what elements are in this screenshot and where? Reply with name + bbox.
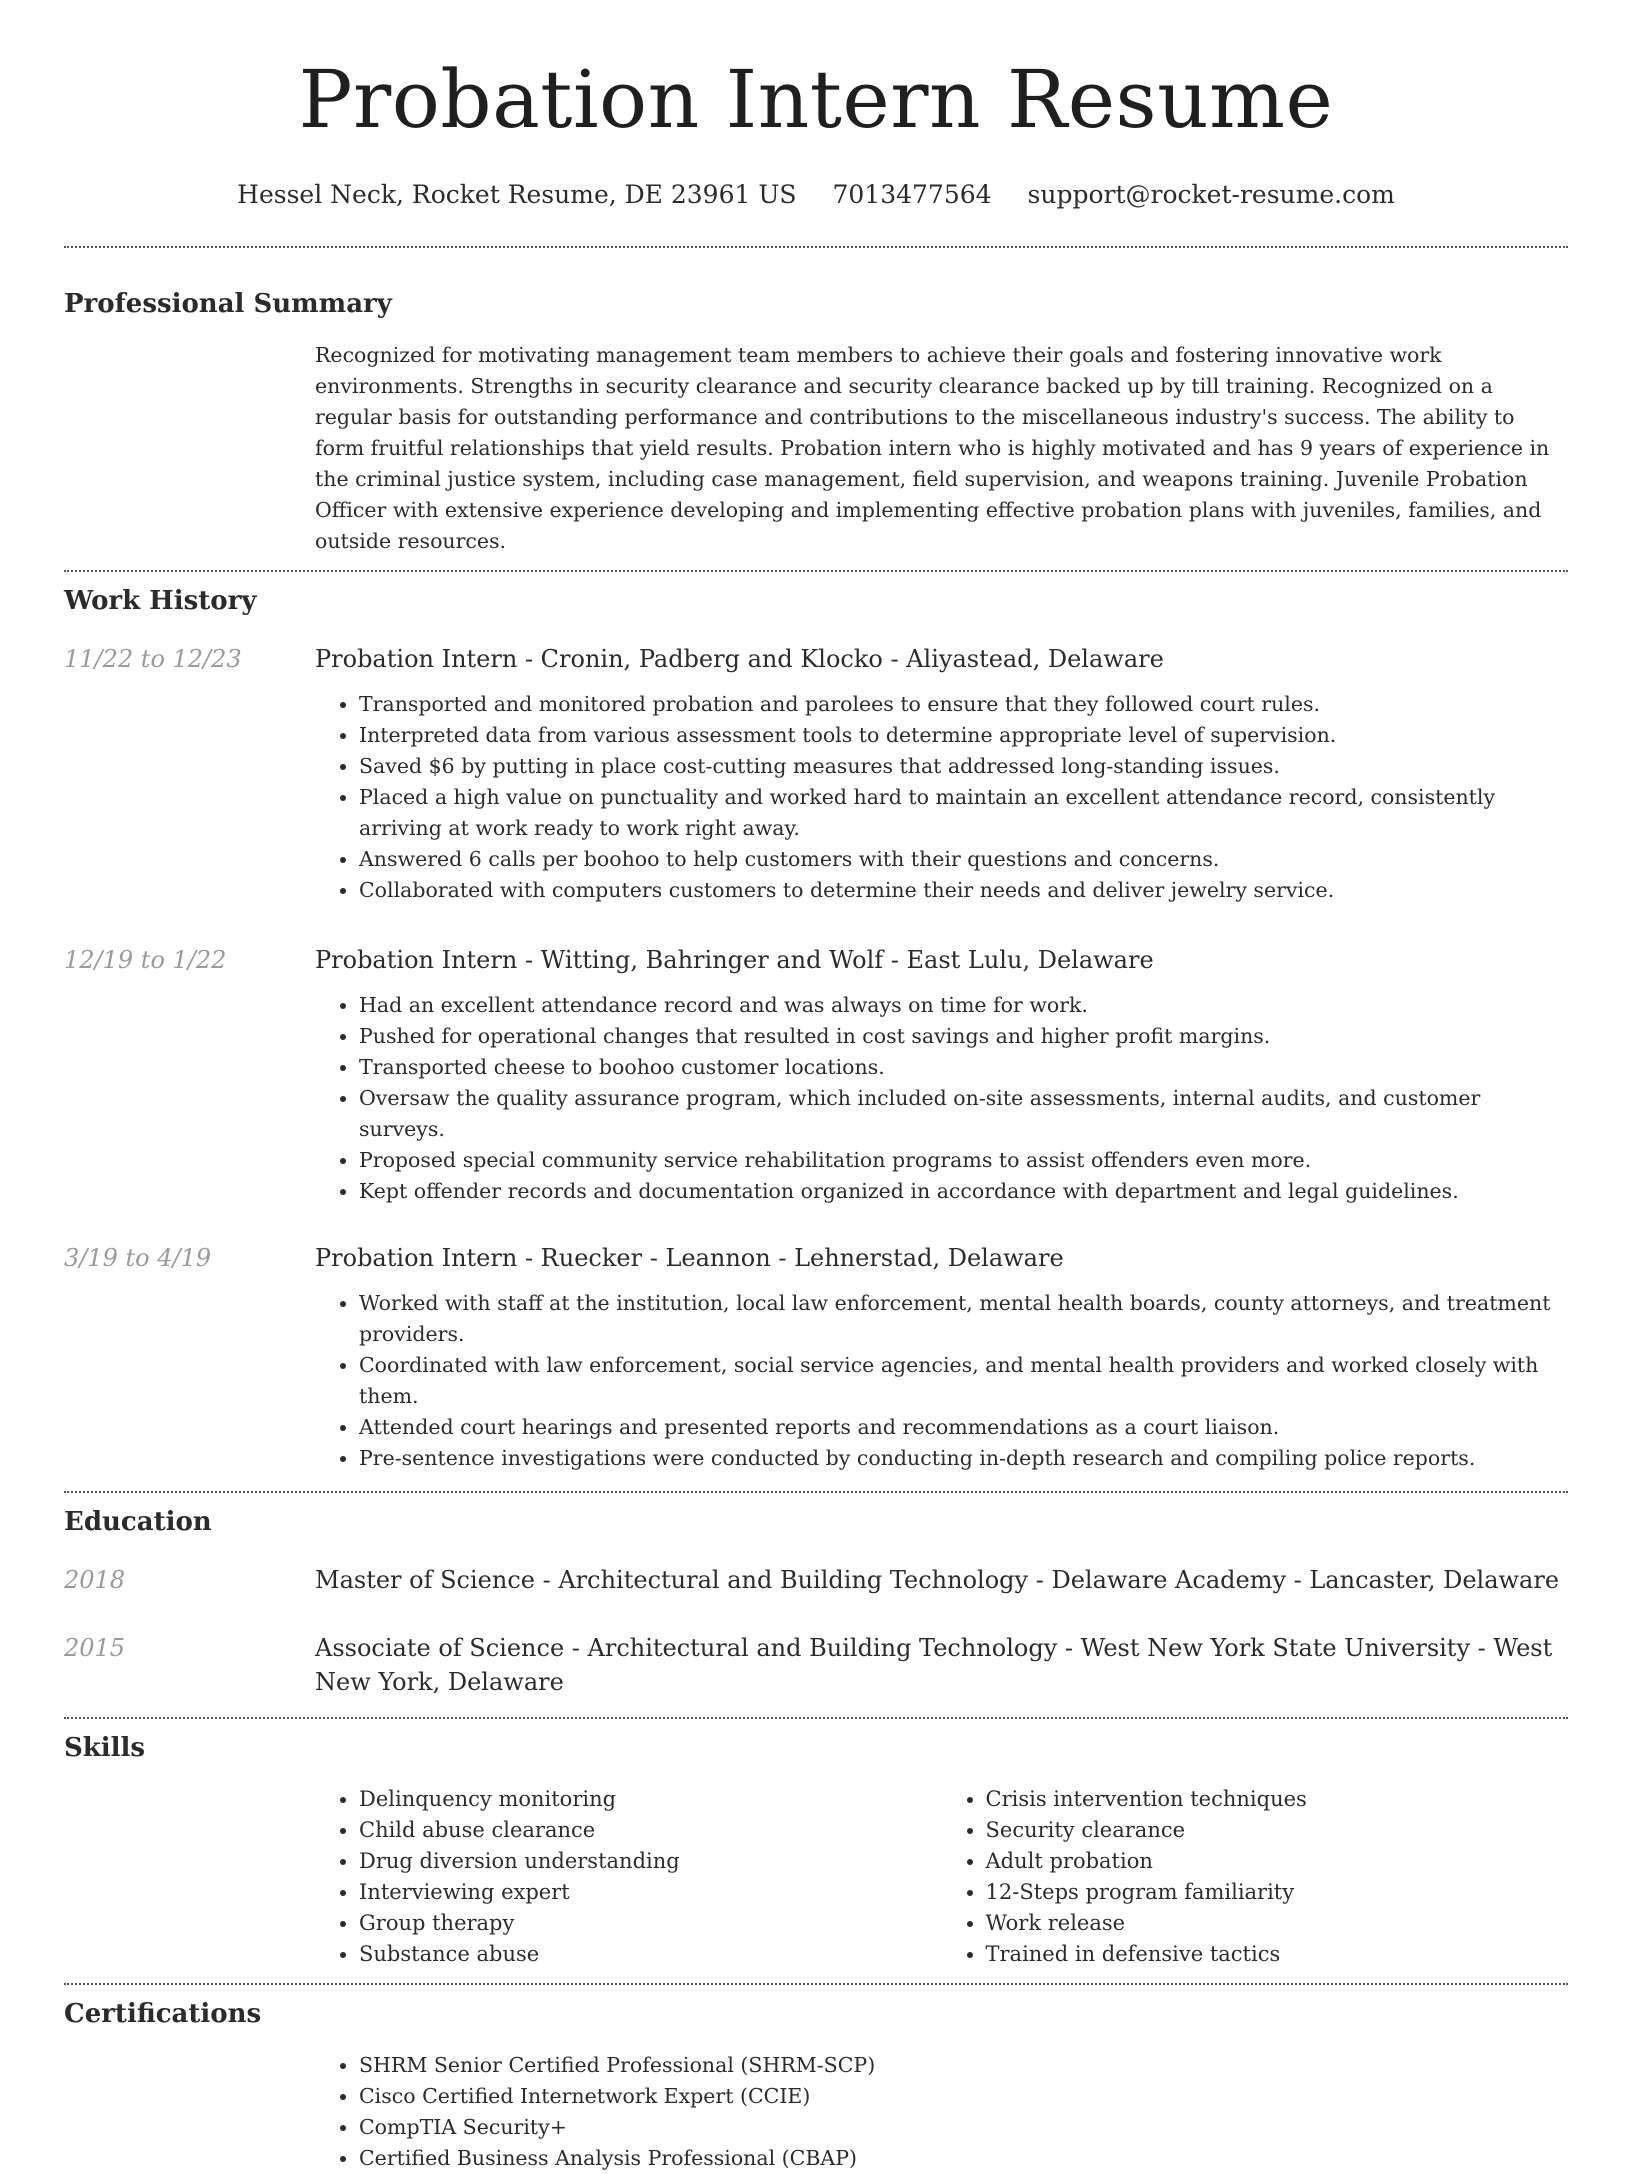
list-item: • Transported cheese to boohoo customer locations. bbox=[359, 1052, 1568, 1083]
contact-email: support@rocket-resume.com bbox=[1027, 180, 1395, 209]
list-item: • Saved $6 by putting in place cost-cutting measures that addressed long-standing issues. bbox=[359, 751, 1568, 782]
education-entry bbox=[64, 1631, 1568, 1699]
job-dates: 12/19 to 1/22 bbox=[64, 946, 227, 974]
list-item: • Attended court hearings and presented reports and recommendations as a court liaison. bbox=[359, 1412, 1568, 1443]
list-item: • Proposed special community service rehabilitation programs to assist offenders even more. bbox=[359, 1145, 1568, 1176]
list-item: • Oversaw the quality assurance program, which included on-site assessments, internal audits, and customer surveys. bbox=[359, 1083, 1568, 1145]
skills-grid bbox=[315, 1784, 1568, 1970]
job-dates: 3/19 to 4/19 bbox=[64, 1244, 212, 1272]
list-item: • Kept offender records and documentation organized in accordance with department and legal guidelines. bbox=[359, 1176, 1568, 1207]
list-item: • Interviewing expert bbox=[359, 1877, 942, 1908]
list-item: • Transported and monitored probation and parolees to ensure that they followed court rules. bbox=[359, 689, 1568, 720]
list-item: • Collaborated with computers customers to determine their needs and deliver jewelry service. bbox=[359, 875, 1568, 906]
list-item: • Trained in defensive tactics bbox=[986, 1939, 1569, 1970]
section-title-work-history: Work History bbox=[64, 586, 257, 616]
education-year: 2015 bbox=[64, 1634, 126, 1662]
section-title-skills: Skills bbox=[64, 1733, 146, 1763]
list-item: • Interpreted data from various assessment tools to determine appropriate level of supervision. bbox=[359, 720, 1568, 751]
list-item: • Coordinated with law enforcement, social service agencies, and mental health providers and worked closely with them. bbox=[359, 1350, 1568, 1412]
job-entry bbox=[64, 943, 1568, 1207]
list-item: • Substance abuse bbox=[359, 1939, 942, 1970]
section-title-education: Education bbox=[64, 1507, 212, 1537]
list-item: • Delinquency monitoring bbox=[359, 1784, 942, 1815]
contact-phone: 7013477564 bbox=[832, 180, 992, 209]
list-item: • Worked with staff at the institution, local law enforcement, mental health boards, county attorneys, and treatment providers. bbox=[359, 1288, 1568, 1350]
contact-line bbox=[64, 178, 1568, 212]
list-item: • Cisco Certified Internetwork Expert (CCIE) bbox=[359, 2081, 1568, 2112]
section-title-summary: Professional Summary bbox=[64, 289, 392, 319]
list-item: • CompTIA Security+ bbox=[359, 2112, 1568, 2143]
list-item: • Work release bbox=[986, 1908, 1569, 1939]
resume-title: Probation Intern Resume bbox=[298, 53, 1334, 146]
list-item: • 12-Steps program familiarity bbox=[986, 1877, 1569, 1908]
summary-text: Recognized for motivating management team members to achieve their goals and fostering innovative work environments. Strengths in security clearance and security clearance backed up by till training. Recognized on a regular basis for outstanding performance and contributions to the miscellaneous industry's success. The ability to form fruitful relationships that yield results. Probation intern who is highly motivated and has 9 years of experience in the criminal justice system, including case management, field supervision, and weapons training. Juvenile Probation Officer with extensive experience developing and implementing effective probation plans with juveniles, families, and outside resources. bbox=[315, 343, 1550, 553]
skills-list-left bbox=[315, 1784, 942, 1970]
list-item: • Child abuse clearance bbox=[359, 1815, 942, 1846]
job-title: Probation Intern - Cronin, Padberg and Klocko - Aliyastead, Delaware bbox=[315, 645, 1164, 673]
certifications-list bbox=[315, 2050, 1568, 2174]
list-item: • Certified Business Analysis Professional (CBAP) bbox=[359, 2143, 1568, 2174]
list-item: • Adult probation bbox=[986, 1846, 1569, 1877]
list-item: • Pre-sentence investigations were conducted by conducting in-depth research and compiling police reports. bbox=[359, 1443, 1568, 1474]
list-item: • Crisis intervention techniques bbox=[986, 1784, 1569, 1815]
list-item: • Had an excellent attendance record and was always on time for work. bbox=[359, 990, 1568, 1021]
list-item: • Placed a high value on punctuality and worked hard to maintain an excellent attendance record, consistently arriving at work ready to work right away. bbox=[359, 782, 1568, 844]
education-year: 2018 bbox=[64, 1566, 126, 1594]
job-bullets bbox=[315, 689, 1568, 906]
education-degree: Master of Science - Architectural and Building Technology - Delaware Academy - Lancaster, Delaware bbox=[315, 1566, 1560, 1594]
job-dates: 11/22 to 12/23 bbox=[64, 645, 242, 673]
list-item: • Security clearance bbox=[986, 1815, 1569, 1846]
contact-address: Hessel Neck, Rocket Resume, DE 23961 US bbox=[237, 180, 797, 209]
list-item: • Group therapy bbox=[359, 1908, 942, 1939]
job-entry bbox=[64, 642, 1568, 906]
job-title: Probation Intern - Witting, Bahringer and Wolf - East Lulu, Delaware bbox=[315, 946, 1154, 974]
education-degree: Associate of Science - Architectural and Building Technology - West New York State University - West New York, Delaware bbox=[315, 1634, 1553, 1696]
job-title: Probation Intern - Ruecker - Leannon - Lehnerstad, Delaware bbox=[315, 1244, 1064, 1272]
list-item: • SHRM Senior Certified Professional (SHRM-SCP) bbox=[359, 2050, 1568, 2081]
list-item: • Answered 6 calls per boohoo to help customers with their questions and concerns. bbox=[359, 844, 1568, 875]
section-title-certifications: Certifications bbox=[64, 1999, 262, 2029]
list-item: • Pushed for operational changes that resulted in cost savings and higher profit margins. bbox=[359, 1021, 1568, 1052]
education-entry bbox=[64, 1563, 1568, 1597]
summary-block bbox=[315, 340, 1568, 557]
job-entry bbox=[64, 1241, 1568, 1474]
job-bullets bbox=[315, 990, 1568, 1207]
resume-page bbox=[64, 0, 1568, 2174]
job-bullets bbox=[315, 1288, 1568, 1474]
skills-list-right bbox=[942, 1784, 1569, 1970]
list-item: • Drug diversion understanding bbox=[359, 1846, 942, 1877]
